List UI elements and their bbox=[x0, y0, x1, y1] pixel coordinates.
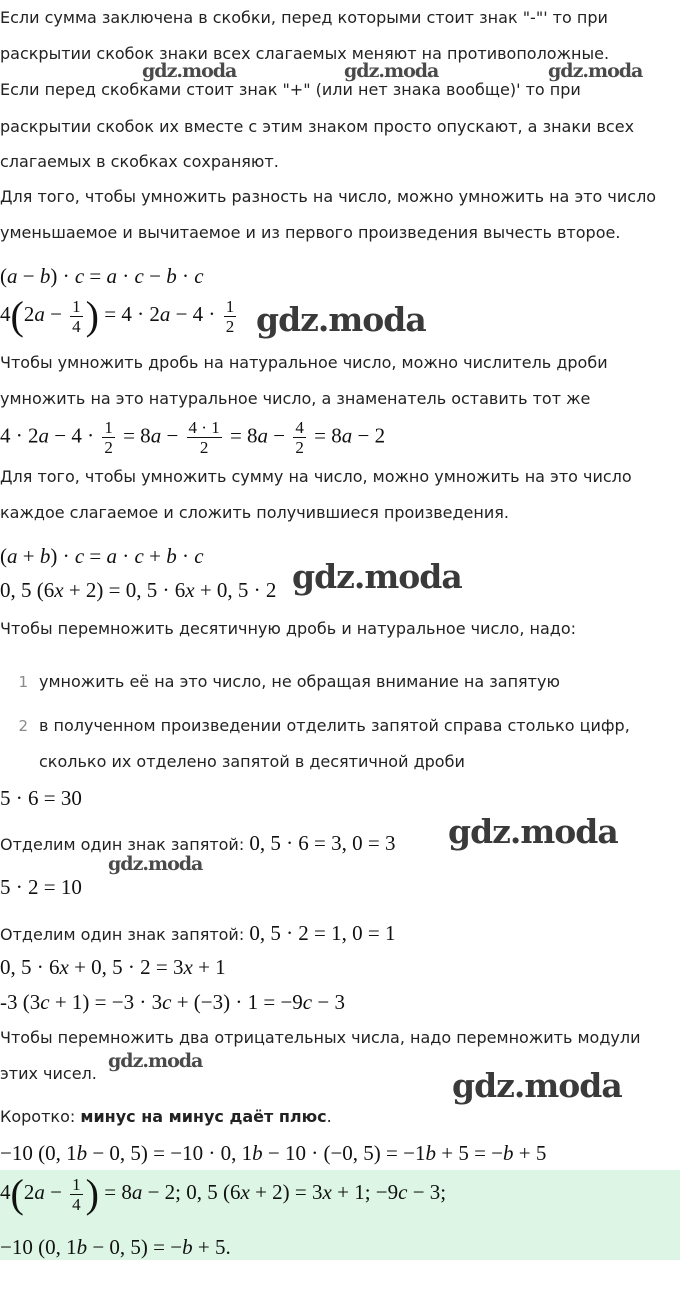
watermark: gdz.moda bbox=[108, 1050, 203, 1072]
watermark: gdz.moda bbox=[448, 812, 618, 851]
text-line: раскрытии скобок их вместе с этим знаком просто опускают, а знаки всех bbox=[0, 117, 635, 136]
watermark: gdz.moda bbox=[344, 60, 439, 82]
answer-line-2: −10 (0, 1b − 0, 5) = −b + 5. bbox=[0, 1235, 231, 1259]
formula-sum-result: 0, 5 · 6x + 0, 5 · 2 = 3x + 1 bbox=[0, 955, 226, 979]
watermark: gdz.moda bbox=[256, 300, 426, 339]
list-item: 1 умножить её на это число, не обращая внимание на запятую bbox=[16, 672, 560, 691]
text-line: слагаемых в скобках сохраняют. bbox=[0, 152, 279, 171]
watermark: gdz.moda bbox=[548, 60, 643, 82]
formula-5x2: 5 · 2 = 10 bbox=[0, 875, 82, 899]
formula-distributive-difference: (a − b) · c = a · c − b · c bbox=[0, 264, 204, 288]
list-number: 1 bbox=[18, 673, 28, 691]
text-line: Если сумма заключена в скобки, перед которыми стоит знак "-"' то при bbox=[0, 8, 608, 27]
formula-simplify-4: 4 · 2a − 4 · $\frac{1}{2}$ = 8a − $\frac{4 \cdot 1}{2}$ = 8a − $\frac{4}{2}$ = 8a − 2 bbox=[0, 418, 386, 457]
watermark: gdz.moda bbox=[452, 1066, 622, 1105]
formula-distributive-sum: (a + b) · c = a · c + b · c bbox=[0, 544, 204, 568]
text-line: этих чисел. bbox=[0, 1064, 97, 1083]
list-number: 2 bbox=[18, 717, 28, 735]
watermark: gdz.moda bbox=[142, 60, 237, 82]
text-line: Если перед скобками стоит знак "+" (или нет знака вообще)' то при bbox=[0, 80, 581, 99]
text-line: уменьшаемое и вычитаемое и из первого произведения вычесть второе. bbox=[0, 223, 621, 242]
comma-line: Отделим один знак запятой: 0, 5 · 6 = 3, 0 = 3 bbox=[0, 831, 396, 855]
text-line: умножить на это натуральное число, а знаменатель оставить тот же bbox=[0, 389, 591, 408]
answer-line-1: 4(2a − $\frac{1}{4}$ ) = 8a − 2; 0, 5 (6x + 2) = 3x + 1; −9c − 3; bbox=[0, 1171, 447, 1216]
text-line: раскрытии скобок знаки всех слагаемых меняют на противоположные. bbox=[0, 44, 610, 63]
watermark: gdz.moda bbox=[108, 853, 203, 875]
formula-minus-3: -3 (3c + 1) = −3 · 3c + (−3) · 1 = −9c − 3 bbox=[0, 990, 345, 1014]
list-item: 2 в полученном произведении отделить запятой справа столько цифр, bbox=[16, 716, 630, 735]
text-line: Для того, чтобы умножить разность на число, можно умножить на это число bbox=[0, 187, 657, 206]
text-line: Чтобы перемножить два отрицательных числа, надо перемножить модули bbox=[0, 1028, 641, 1047]
formula-5x6: 5 · 6 = 30 bbox=[0, 786, 82, 810]
summary-line: Коротко: минус на минус даёт плюс. bbox=[0, 1107, 332, 1126]
formula-expand-4: 4(2a − $\frac{1}{4}$ ) = 4 · 2a − 4 · $\frac{1}{2}$ bbox=[0, 293, 235, 338]
text-line: Для того, чтобы умножить сумму на число, можно умножить на это число bbox=[0, 467, 632, 486]
text-line: Чтобы умножить дробь на натуральное число, можно числитель дроби bbox=[0, 353, 608, 372]
list-item-continuation: сколько их отделено запятой в десятичной дроби bbox=[39, 752, 465, 771]
watermark: gdz.moda bbox=[292, 557, 462, 596]
comma-line: Отделим один знак запятой: 0, 5 · 2 = 1, 0 = 1 bbox=[0, 921, 396, 945]
text-line: Чтобы перемножить десятичную дробь и натуральное число, надо: bbox=[0, 619, 576, 638]
formula-minus-10: −10 (0, 1b − 0, 5) = −10 · 0, 1b − 10 · (−0, 5) = −1b + 5 = −b + 5 bbox=[0, 1141, 547, 1165]
formula-expand-0-5: 0, 5 (6x + 2) = 0, 5 · 6x + 0, 5 · 2 bbox=[0, 578, 277, 602]
text-line: каждое слагаемое и сложить получившиеся произведения. bbox=[0, 503, 509, 522]
